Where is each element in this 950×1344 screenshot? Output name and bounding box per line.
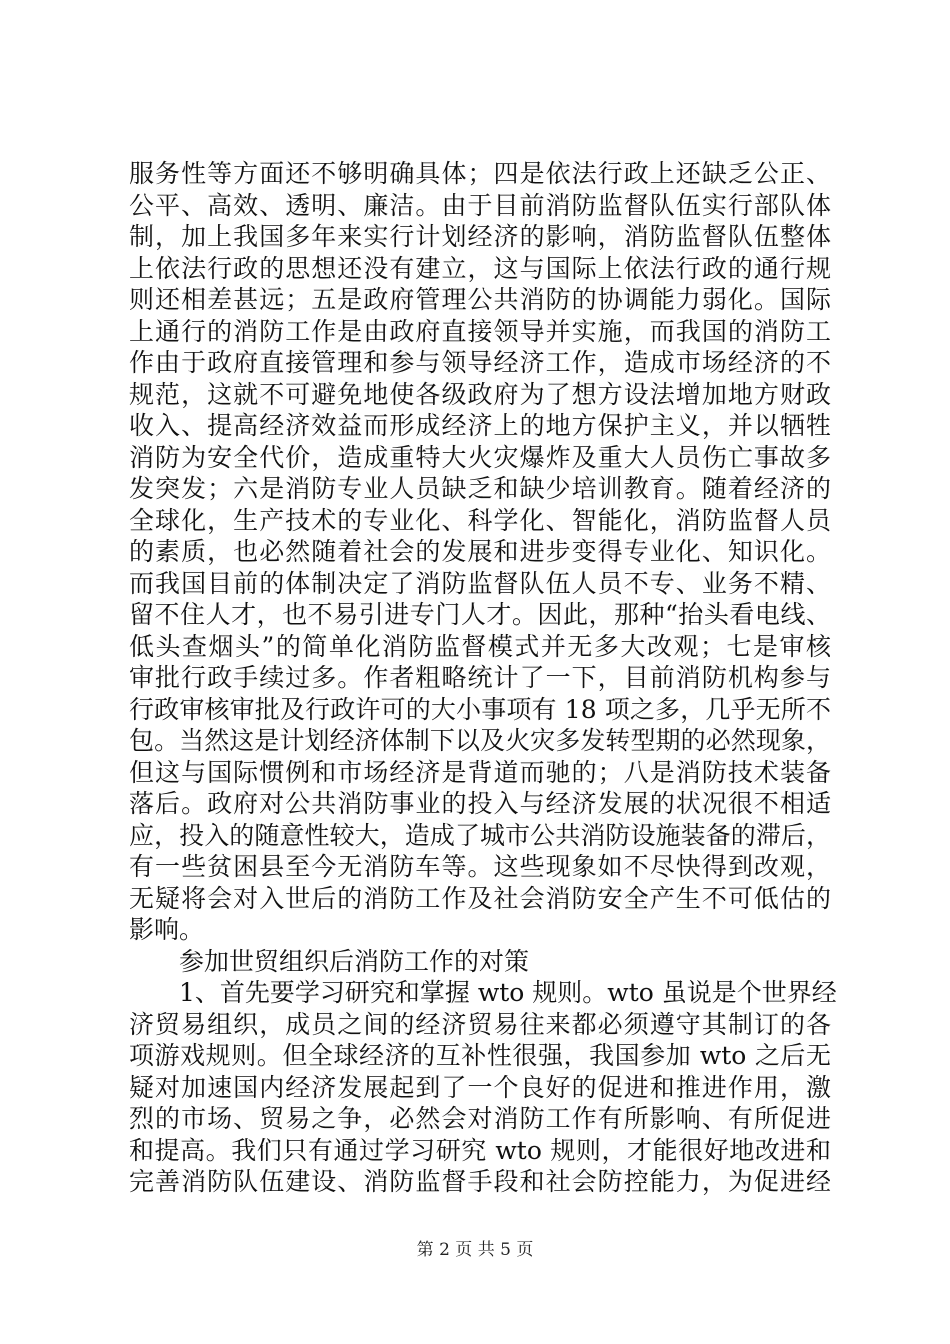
text-line: 和提高。我们只有通过学习研究 wto 规则，才能很好地改进和 <box>129 1135 831 1165</box>
text-line: 完善消防队伍建设、消防监督手段和社会防控能力，为促进经 <box>129 1167 831 1196</box>
text-line: 上依法行政的思想还没有建立，这与国际上依法行政的通行规 <box>129 253 831 283</box>
page-footer <box>0 1240 950 1260</box>
text-line: 的素质，也必然随着社会的发展和进步变得专业化、知识化。 <box>129 537 831 566</box>
section-heading: 参加世贸组织后消防工作的对策 <box>179 946 530 976</box>
text-line: 1、首先要学习研究和掌握 wto 规则。wto 虽说是个世界经 <box>179 978 837 1007</box>
text-line: 发突发；六是消防专业人员缺乏和缺少培训教育。随着经济的 <box>129 474 831 503</box>
text-line: 落后。政府对公共消防事业的投入与经济发展的状况很不相适 <box>129 789 831 818</box>
text-line: 收入、提高经济效益而形成经济上的地方保护主义，并以牺牲 <box>129 411 831 440</box>
text-line: 影响。 <box>129 915 205 944</box>
text-line: 项游戏规则。但全球经济的互补性很强，我国参加 wto 之后无 <box>129 1041 831 1070</box>
text-line: 审批行政手续过多。作者粗略统计了一下，目前消防机构参与 <box>129 663 831 692</box>
text-line: 上通行的消防工作是由政府直接领导并实施，而我国的消防工 <box>129 316 831 346</box>
text-line: 而我国目前的体制决定了消防监督队伍人员不专、业务不精、 <box>129 568 831 598</box>
text-line: 应，投入的随意性较大，造成了城市公共消防设施装备的滞后， <box>129 820 831 850</box>
text-line: 行政审核审批及行政许可的大小事项有 18 项之多，几乎无所不 <box>129 694 831 724</box>
text-line: 则还相差甚远；五是政府管理公共消防的协调能力弱化。国际 <box>129 285 831 314</box>
text-line: 留不住人才，也不易引进专门人才。因此，那种“抬头看电线、 <box>129 600 831 629</box>
text-line: 服务性等方面还不够明确具体；四是依法行政上还缺乏公正、 <box>129 159 831 188</box>
text-line: 无疑将会对入世后的消防工作及社会消防安全产生不可低估的 <box>129 883 831 913</box>
text-line: 有一些贫困县至今无消防车等。这些现象如不尽快得到改观， <box>129 852 831 881</box>
page-number: 第 2 页 共 5 页 <box>416 1240 534 1260</box>
text-line: 制，加上我国多年来实行计划经济的影响，消防监督队伍整体 <box>129 222 831 251</box>
text-line: 疑对加速国内经济发展起到了一个良好的促进和推进作用，激 <box>129 1072 831 1102</box>
text-line: 济贸易组织，成员之间的经济贸易往来都必须遵守其制订的各 <box>129 1009 831 1039</box>
text-line: 但这与国际惯例和市场经济是背道而驰的；八是消防技术装备 <box>129 757 831 787</box>
text-line: 烈的市场、贸易之争，必然会对消防工作有所影响、有所促进 <box>129 1104 831 1133</box>
text-line: 全球化，生产技术的专业化、科学化、智能化，消防监督人员 <box>129 505 831 535</box>
body-text <box>129 158 837 1198</box>
text-line: 包。当然这是计划经济体制下以及火灾多发转型期的必然现象， <box>129 726 831 755</box>
text-line: 作由于政府直接管理和参与领导经济工作，造成市场经济的不 <box>129 348 831 377</box>
text-line: 消防为安全代价，造成重特大火灾爆炸及重大人员伤亡事故多 <box>129 442 831 472</box>
text-line: 公平、高效、透明、廉洁。由于目前消防监督队伍实行部队体 <box>129 190 831 220</box>
text-line: 低头查烟头”的简单化消防监督模式并无多大改观；七是审核 <box>129 631 831 661</box>
text-line: 规范，这就不可避免地使各级政府为了想方设法增加地方财政 <box>129 379 831 409</box>
